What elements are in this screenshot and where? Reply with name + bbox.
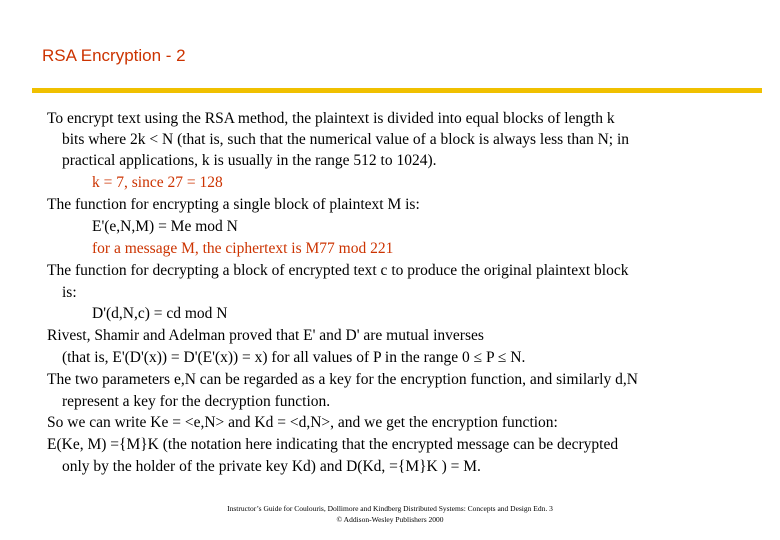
- body-line-11: Rivest, Shamir and Adelman proved that E' and D' are mutual inverses: [47, 327, 484, 344]
- footer-copyright: © Addison-Wesley Publishers 2000: [336, 515, 444, 524]
- body-line-3: practical applications, k is usually in the range 512 to 1024).: [62, 152, 437, 169]
- body-line-8: The function for decrypting a block of encrypted text c to produce the original plaintext block: [47, 262, 629, 279]
- slide-title: RSA Encryption - 2: [42, 46, 186, 65]
- title-divider: [32, 88, 762, 93]
- body-line-7: for a message M, the ciphertext is M77 mod 221: [92, 240, 394, 257]
- body-line-13: The two parameters e,N can be regarded as a key for the encryption function, and similarly d,N: [47, 371, 638, 388]
- body-line-2: bits where 2k < N (that is, such that the numerical value of a block is always less than N; in: [62, 131, 630, 148]
- body-line-16: E(Ke, M) ={M}K (the notation here indicating that the encrypted message can be decrypted: [47, 436, 619, 453]
- body-line-4: k = 7, since 27 = 128: [92, 174, 223, 191]
- body-line-14: represent a key for the decryption function.: [62, 393, 331, 410]
- footer-credit: Instructor’s Guide for Coulouris, Dollimore and Kindberg Distributed Systems: Concepts and Design Edn. 3: [227, 504, 553, 513]
- body-line-15: So we can write Ke = <e,N> and Kd = <d,N>, and we get the encryption function:: [47, 414, 558, 431]
- body-line-10: D'(d,N,c) = cd mod N: [92, 305, 228, 322]
- body-line-17: only by the holder of the private key Kd) and D(Kd, ={M}K ) = M.: [62, 458, 481, 475]
- body-line-6: E'(e,N,M) = Me mod N: [92, 218, 238, 235]
- body-line-5: The function for encrypting a single block of plaintext M is:: [47, 196, 420, 213]
- body-line-9: is:: [62, 284, 77, 301]
- body-line-12: (that is, E'(D'(x)) = D'(E'(x)) = x) for all values of P in the range 0 ≤ P ≤ N.: [62, 349, 526, 366]
- body-line-1: To encrypt text using the RSA method, the plaintext is divided into equal blocks of length k: [47, 110, 615, 127]
